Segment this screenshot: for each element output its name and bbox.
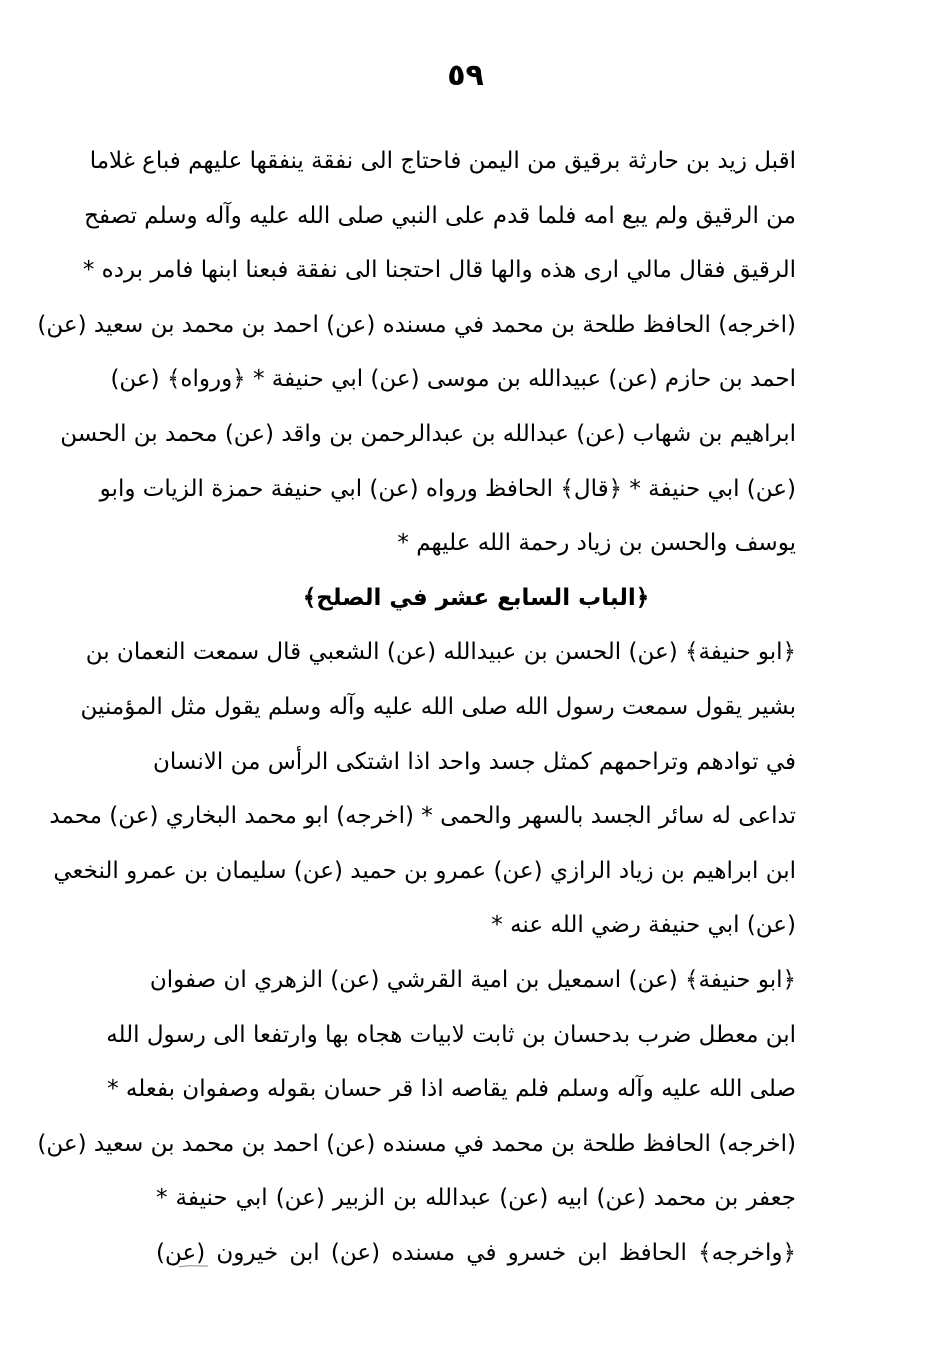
text-line: بشير يقول سمعت رسول الله صلى الله عليه وآله وسلم يقول مثل المؤمنين (80, 693, 796, 720)
text-line: الرقيق فقال مالي ارى هذه والها قال احتجنا الى نفقة فبعنا ابنها فامر برده * (82, 257, 796, 284)
text-line: ﴿ابو حنيفة﴾ (عن) اسمعيل بن امية القرشي (عن) الزهري ان صفوان (149, 966, 796, 993)
text-line: (اخرجه) الحافظ طلحة بن محمد في مسنده (عن) احمد بن محمد بن سعيد (عن) (37, 311, 796, 338)
text-line: احمد بن حازم (عن) عبيدالله بن موسى (عن) ابي حنيفة * ﴿ورواه﴾ (عن) (110, 366, 796, 393)
body-text (37, 134, 796, 1280)
chapter-heading: ﴿الباب السابع عشر في الصلح﴾ (302, 584, 650, 611)
text-line: ابن ابراهيم بن زياد الرازي (عن) عمرو بن حميد (عن) سليمان بن عمرو النخعي (53, 857, 796, 884)
text-line: من الرقيق ولم يبع امه فلما قدم على النبي صلى الله عليه وآله وسلم تصفح (84, 202, 796, 229)
text-line: تداعى له سائر الجسد بالسهر والحمى * (اخرجه) ابو محمد البخاري (عن) محمد (49, 803, 796, 830)
text-line: (عن) ابي حنيفة * ﴿قال﴾ الحافظ ورواه (عن) ابي حنيفة حمزة الزيات وابو (99, 475, 796, 502)
text-line: يوسف والحسن بن زياد رحمة الله عليهم * (397, 530, 796, 557)
text-line: ﴿ابو حنيفة﴾ (عن) الحسن بن عبيدالله (عن) الشعبي قال سمعت النعمان بن (85, 639, 796, 666)
text-line: صلى الله عليه وآله وسلم فلم يقاصه اذا قر حسان بقوله وصفوان بفعله * (107, 1076, 796, 1103)
text-line: اقبل زيد بن حارثة برقيق من اليمن فاحتاج الى نفقة ينفقها عليهم فباع غلاما (89, 148, 796, 174)
text-line: ابن معطل ضرب بدحسان بن ثابت لابيات هجاه بها وارتفعا الى رسول الله (106, 1021, 796, 1048)
text-line: ﴿واخرجه﴾ الحافظ ابن خسرو في مسنده (عن) ابن خيرون (عن) (156, 1239, 796, 1266)
text-line: ابراهيم بن شهاب (عن) عبدالله بن عبدالرحمن بن واقد (عن) محمد بن الحسن (60, 420, 796, 447)
stray-ink-mark (178, 1264, 210, 1268)
page-number: ٥٩ (447, 58, 484, 93)
text-line: جعفر بن محمد (عن) ابيه (عن) عبدالله بن الزبير (عن) ابي حنيفة * (156, 1185, 796, 1212)
text-line: (اخرجه) الحافظ طلحة بن محمد في مسنده (عن) احمد بن محمد بن سعيد (عن) (37, 1130, 796, 1157)
text-line: (عن) ابي حنيفة رضي الله عنه * (491, 912, 796, 939)
text-line: في توادهم وتراحمهم كمثل جسد واحد اذا اشتكى الرأس من الانسان (152, 748, 796, 775)
